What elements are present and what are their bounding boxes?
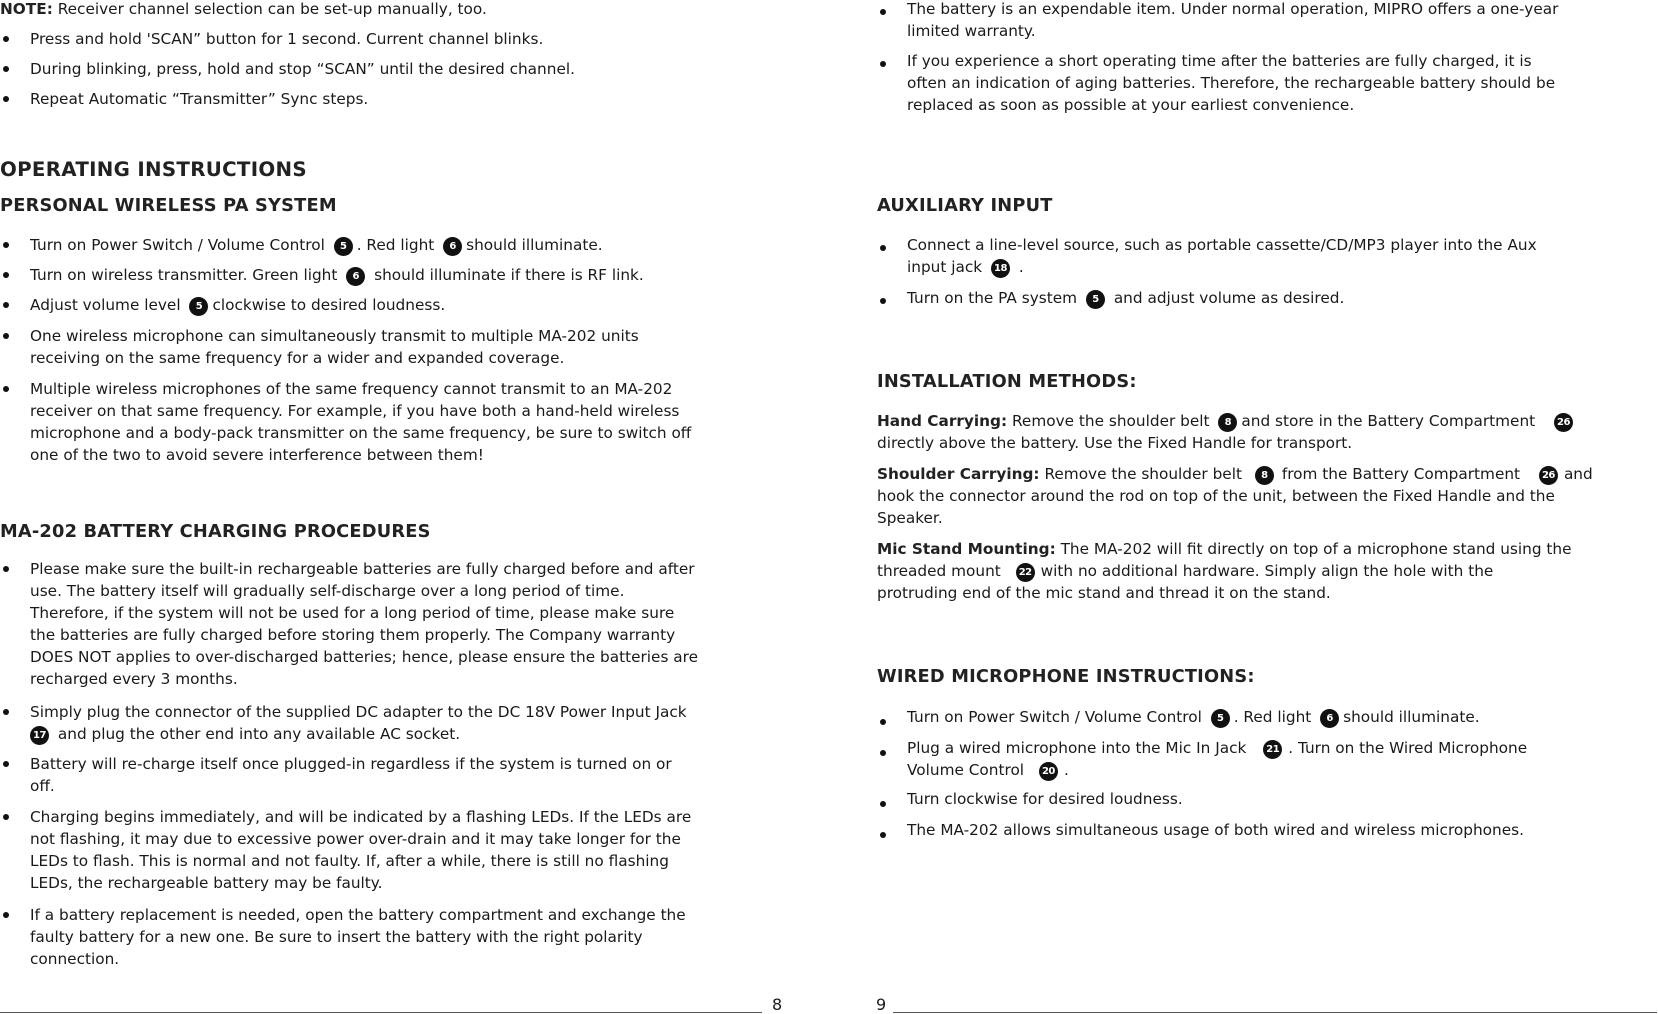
wired-item-cont: Volume Control 20 . (907, 761, 1069, 779)
wired-item: Turn clockwise for desired loudness. (907, 790, 1183, 808)
charging-item: Simply plug the connector of the supplied DC adapter to the DC 18V Power Input Jack (30, 703, 687, 721)
bullet-icon (3, 272, 9, 278)
mic-stand-cont: protruding end of the mic stand and thread it on the stand. (877, 584, 1331, 602)
pa-item: One wireless microphone can simultaneously transmit to multiple MA-202 units (30, 327, 639, 345)
pa-item-cont: receiving on the same frequency for a wider and expanded coverage. (30, 349, 565, 367)
bullet-icon (3, 66, 9, 72)
page-number: 8 (772, 995, 783, 1014)
charging-item-cont: Therefore, if the system will not be used for a long period of time, please make sure (30, 604, 675, 622)
callout-26-icon: 26 (1554, 413, 1573, 432)
charging-item-cont: LEDs to flash. This is normal and not faulty. If, after a while, there is still no flashing (30, 852, 669, 870)
pa-system-heading: PERSONAL WIRELESS PA SYSTEM (0, 195, 337, 216)
charging-item: Battery will re-charge itself once plugged-in regardless if the system is turned on or (30, 755, 672, 773)
charging-item-cont: DOES NOT applies to over-discharged batteries; hence, please ensure the batteries are (30, 648, 699, 666)
callout-8-icon: 8 (1218, 413, 1237, 432)
charging-item-cont: recharged every 3 months. (30, 670, 238, 688)
aux-input-heading: AUXILIARY INPUT (877, 195, 1053, 216)
shoulder-carrying-cont: hook the connector around the rod on top of the unit, between the Fixed Handle and the (877, 487, 1555, 505)
pa-item-cont: microphone and a body-pack transmitter on the same frequency, be sure to switch off (30, 424, 692, 442)
installation-heading: INSTALLATION METHODS: (877, 371, 1137, 392)
battery-item-cont: often an indication of aging batteries. Therefore, the rechargeable battery should be (907, 74, 1556, 92)
mic-stand-text: Mic Stand Mounting: The MA-202 will fit directly on top of a microphone stand using the (877, 540, 1572, 558)
charging-item-cont: not flashing, it may due to excessive power over-drain and it may take longer for the (30, 830, 681, 848)
pa-item-cont: one of the two to avoid severe interference between them! (30, 446, 484, 464)
callout-5-icon: 5 (1211, 709, 1230, 728)
aux-item-cont: input jack 18 . (907, 258, 1024, 276)
pa-item: Turn on wireless transmitter. Green light 6 should illuminate if there is RF link. (30, 266, 644, 284)
callout-6-icon: 6 (1320, 709, 1339, 728)
wired-item: The MA-202 allows simultaneous usage of both wired and wireless microphones. (907, 821, 1524, 839)
callout-8-icon: 8 (1255, 466, 1274, 485)
footer-rule (893, 1012, 1657, 1013)
note-line (0, 0, 487, 19)
charging-item-cont: faulty battery for a new one. Be sure to insert the battery with the right polarity (30, 928, 643, 946)
pa-item-cont: receiver on that same frequency. For example, if you have both a hand-held wireless (30, 402, 680, 420)
callout-17-icon: 17 (30, 726, 49, 745)
aux-item: Turn on the PA system 5 and adjust volume as desired. (907, 289, 1345, 307)
bullet-icon (880, 750, 886, 756)
bullet-icon (880, 9, 886, 15)
callout-21-icon: 21 (1263, 740, 1282, 759)
charging-item-cont: 17 and plug the other end into any available AC socket. (30, 723, 460, 745)
callout-5-icon: 5 (1086, 290, 1105, 309)
charging-item-cont: connection. (30, 950, 120, 968)
manual-step: During blinking, press, hold and stop “SCAN” until the desired channel. (30, 60, 575, 78)
bullet-icon (3, 814, 9, 820)
callout-5-icon: 5 (189, 297, 208, 316)
pa-item: Multiple wireless microphones of the same frequency cannot transmit to an MA-202 (30, 380, 673, 398)
bullet-icon (3, 242, 9, 248)
callout-6-icon: 6 (443, 237, 462, 256)
shoulder-carrying-cont: Speaker. (877, 509, 943, 527)
shoulder-carrying-text: Shoulder Carrying: Remove the shoulder belt 8 from the Battery Compartment 26 and (877, 465, 1593, 483)
bullet-icon (880, 832, 886, 838)
battery-item: If you experience a short operating time after the batteries are fully charged, it is (907, 52, 1532, 70)
charging-item-cont: use. The battery itself will gradually self-discharge over a long period of time. (30, 582, 625, 600)
bullet-icon (3, 96, 9, 102)
note-text: Receiver channel selection can be set-up manually, too. (57, 0, 487, 18)
wired-mic-heading: WIRED MICROPHONE INSTRUCTIONS: (877, 666, 1255, 687)
battery-item: The battery is an expendable item. Under normal operation, MIPRO offers a one-year (907, 0, 1559, 18)
hand-carrying-cont: directly above the battery. Use the Fixed Handle for transport. (877, 434, 1353, 452)
manual-step: Repeat Automatic “Transmitter” Sync steps. (30, 90, 369, 108)
bullet-icon (3, 302, 9, 308)
page-number: 9 (876, 995, 887, 1014)
footer-rule (0, 1012, 762, 1013)
wired-item: Turn on Power Switch / Volume Control 5 . Red light 6 should illuminate. (907, 708, 1480, 726)
bullet-icon (880, 245, 886, 251)
operating-instructions-heading: OPERATING INSTRUCTIONS (0, 158, 307, 181)
wired-item: Plug a wired microphone into the Mic In Jack 21 . Turn on the Wired Microphone (907, 739, 1528, 757)
charging-item-cont: off. (30, 777, 55, 795)
bullet-icon (3, 912, 9, 918)
charging-item: If a battery replacement is needed, open the battery compartment and exchange the (30, 906, 686, 924)
bullet-icon (880, 801, 886, 807)
charging-item-cont: LEDs, the rechargeable battery may be faulty. (30, 874, 383, 892)
bullet-icon (880, 61, 886, 67)
bullet-icon (880, 719, 886, 725)
aux-item: Connect a line-level source, such as portable cassette/CD/MP3 player into the Aux (907, 236, 1537, 254)
charging-item-cont: the batteries are fully charged before storing them properly. The Company warranty (30, 626, 676, 644)
bullet-icon (3, 386, 9, 392)
callout-20-icon: 20 (1039, 762, 1058, 781)
hand-carrying-text: Hand Carrying: Remove the shoulder belt 8 and store in the Battery Compartment 26 (877, 410, 1577, 432)
bullet-icon (3, 761, 9, 767)
bullet-icon (3, 709, 9, 715)
pa-item: Turn on Power Switch / Volume Control 5 . Red light 6 should illuminate. (30, 236, 603, 254)
bullet-icon (3, 566, 9, 572)
bullet-icon (3, 36, 9, 42)
charging-item: Please make sure the built-in rechargeable batteries are fully charged before and after (30, 560, 695, 578)
mic-stand-cont: threaded mount 22 with no additional hardware. Simply align the hole with the (877, 562, 1494, 580)
charging-heading: MA-202 BATTERY CHARGING PROCEDURES (0, 521, 431, 542)
manual-step: Press and hold 'SCAN” button for 1 second. Current channel blinks. (30, 30, 544, 48)
callout-22-icon: 22 (1016, 563, 1035, 582)
callout-5-icon: 5 (334, 237, 353, 256)
note-label: NOTE: (0, 0, 53, 18)
battery-item-cont: limited warranty. (907, 22, 1036, 40)
bullet-icon (3, 333, 9, 339)
callout-18-icon: 18 (991, 259, 1010, 278)
battery-item-cont: replaced as soon as possible at your earliest convenience. (907, 96, 1355, 114)
charging-item: Charging begins immediately, and will be indicated by a flashing LEDs. If the LEDs are (30, 808, 692, 826)
bullet-icon (880, 298, 886, 304)
callout-26-icon: 26 (1539, 466, 1558, 485)
pa-item: Adjust volume level 5 clockwise to desired loudness. (30, 296, 446, 314)
callout-6-icon: 6 (346, 267, 365, 286)
